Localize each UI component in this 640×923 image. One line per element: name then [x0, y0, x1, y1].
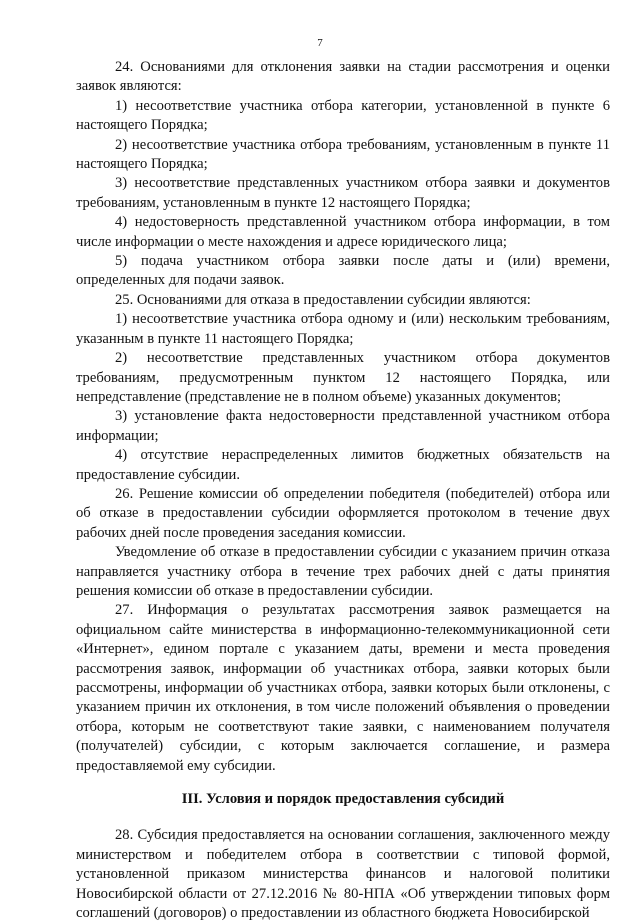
- paragraph-24-item-3: 3) несоответствие представленных участником отбора заявки и документов требованиям, установленным в пункте 12 настоящего Порядка;: [76, 175, 610, 211]
- paragraph-25-item-3: 3) установление факта недостоверности представленной участником отбора информации;: [76, 408, 610, 444]
- paragraph-24-item-1: 1) несоответствие участника отбора категории, установленной в пункте 6 настоящего Порядка;: [76, 97, 610, 134]
- paragraph-27: 27. Информация о результатах рассмотрения заявок размещается на официальном сайте министерства в информационно-телекоммуникационной сети «Интернет», едином портале с указанием даты, времени и места проведения рассмотрения заявок, информации об участниках отбора, заявки которых были рассмотрены, информации об участниках отбора, заявки которых были отклонены, с указанием причин их отклонения, в том числе положений объявления о проведении отбора, которым не соответствуют такие заявки, с наименованием получателя (получателей) субсидии, с которым заключается соглашение, и размера предоставляемой ему субсидии.: [76, 602, 610, 774]
- paragraph-24-item-2: 2) несоответствие участника отбора требованиям, установленным в пункте 11 настоящего Порядка;: [76, 136, 610, 173]
- paragraph-24: 24. Основаниями для отклонения заявки на стадии рассмотрения и оценки заявок являются:: [76, 59, 610, 95]
- paragraph-25-item-2: 2) несоответствие представленных участником отбора документов требованиям, предусмотренным пунктом 12 настоящего Порядка, или непредставление (представление не в полном объеме) указанных документов;: [76, 350, 610, 405]
- document-body: [76, 58, 610, 923]
- page-number: 7: [317, 37, 323, 49]
- paragraph-26: 26. Решение комиссии об определении победителя (победителей) отбора или об отказе в предоставлении субсидии оформляется протоколом в течение двух рабочих дней после проведения заседания комиссии.: [76, 485, 610, 541]
- paragraph-28: 28. Субсидия предоставляется на основании соглашения, заключенного между министерством и победителем отбора в соответствии с типовой формой, установленной приказом министерства финансов и налоговой политики Новосибирской области от 27.12.2016 № 80-НПА «Об утверждении типовых форм соглашений (договоров) о предоставлении из областного бюджета Новосибирской: [76, 827, 610, 922]
- paragraph-25: 25. Основаниями для отказа в предоставлении субсидии являются:: [115, 291, 531, 308]
- paragraph-24-item-5: 5) подача участником отбора заявки после даты и (или) времени, определенных для подачи заявок.: [76, 253, 610, 289]
- paragraph-25-item-1: 1) несоответствие участника отбора одному и (или) нескольким требованиям, указанным в пункте 11 настоящего Порядка;: [76, 311, 610, 347]
- paragraph-24-item-4: 4) недостоверность представленной участником отбора информации, в том числе информации о месте нахождения и адресе юридического лица;: [76, 214, 610, 250]
- paragraph-25-item-4: 4) отсутствие нераспределенных лимитов бюджетных обязательств на предоставление субсидии.: [76, 447, 610, 483]
- section-heading: III. Условия и порядок предоставления субсидий: [181, 791, 505, 808]
- paragraph-26-notice: Уведомление об отказе в предоставлении субсидии с указанием причин отказа направляется участнику отбора в течение трех рабочих дней с даты принятия решения комиссии об отказе в предоставлении субсидии.: [76, 544, 610, 599]
